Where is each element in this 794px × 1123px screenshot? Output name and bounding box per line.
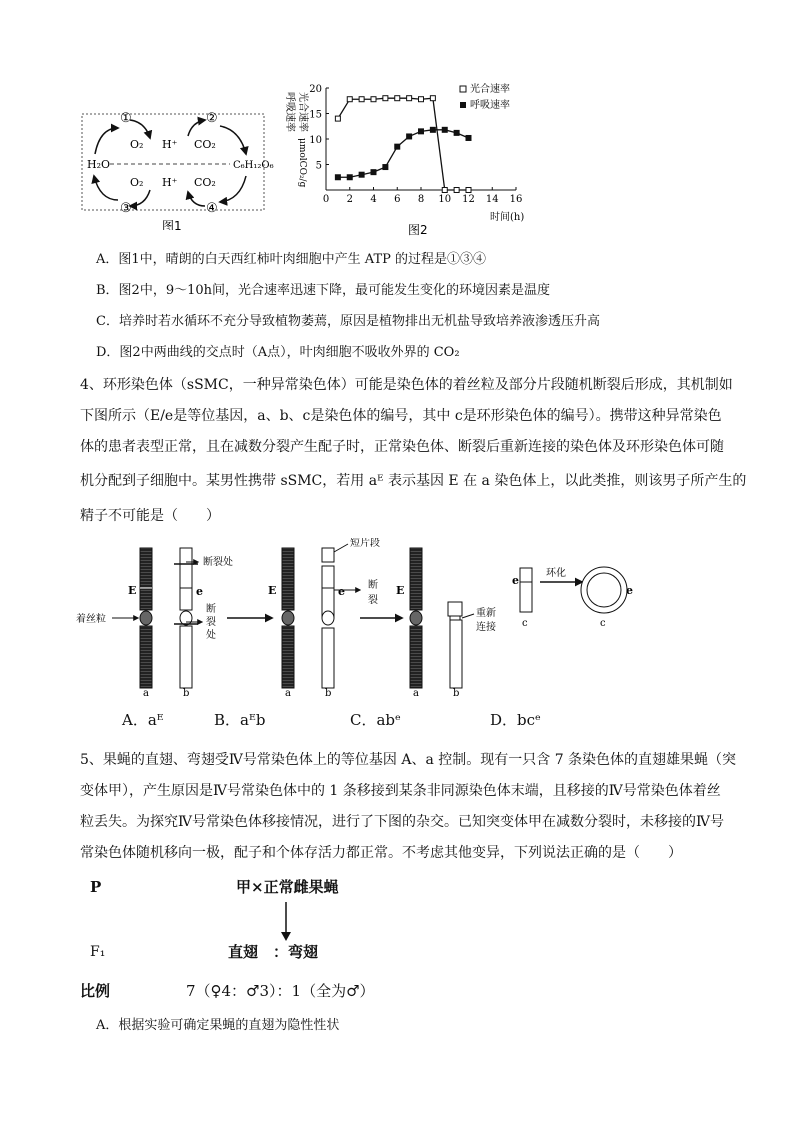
photosynthesis-point [430,96,435,101]
respiration-point [383,165,388,170]
gene-e-1: e [196,585,203,598]
y-label-unit: μmolCO₂/g [297,138,307,188]
q5-line-1: 5、果蝇的直翅、弯翅受Ⅳ号常染色体上的等位基因 A、a 控制。现有一只含 7 条染色体的直翅雄果蝇（突 [80,752,737,768]
break-label-1: 断裂处 [203,557,233,568]
label-b1: b [183,688,190,699]
series-line-respiration [338,130,469,177]
break-label-2b: 裂 [206,617,216,628]
chromosome-diagram [72,538,652,700]
ratio-value: 7（♀4：♂3）：1（全为♂） [186,982,375,1000]
label-b2: b [325,688,332,699]
gene-e-2: e [338,585,345,598]
x-tick-label: 10 [438,194,452,205]
break-label-3a: 断 [368,580,378,591]
x-tick-label: 6 [394,194,401,205]
short-segment-label: 短片段 [350,538,380,549]
chromosome-a1 [140,548,152,610]
q4-line-5: 精子不可能是（ ） [80,508,220,524]
x-tick-label: 4 [370,194,377,205]
photosynthesis-point [419,97,424,102]
x-tick-label: 2 [346,194,353,205]
mark-1: ① [120,111,132,126]
label-c2: c [600,618,606,629]
fig1-glucose: C₆H₁₂O₆ [233,160,274,171]
fig1-top-h: H⁺ [162,138,178,151]
legend-resp-label: 呼吸速率 [470,100,510,111]
y-tick-label: 15 [309,109,322,121]
photosynthesis-point [407,96,412,101]
respiration-point [407,134,412,139]
gene-E-3: E [396,584,405,597]
q5-option-a: A．根据实验可确定果蝇的直翅为隐性性状 [96,1018,340,1033]
mark-3: ③ [120,201,132,216]
x-tick-label: 0 [322,194,330,205]
y-tick-label: 20 [309,84,322,95]
cross-parents: 甲×正常雌果蝇 [236,878,339,896]
q4-option-a: A．aᴱ [122,711,164,729]
respiration-point [466,135,471,140]
label-c1: c [522,618,528,629]
gene-E-1: E [128,584,137,597]
figure-1 [70,90,275,230]
respiration-point [419,129,424,134]
ratio-label: 比例 [80,982,111,1000]
photosynthesis-point [359,97,364,102]
rejoin-label-a: 重新 [476,608,496,619]
respiration-point [359,172,364,177]
cross-f1-label: F₁ [90,944,106,960]
q4-line-2: 下图所示（E/e是等位基因，a、b、c是染色体的编号，其中 c是环形染色体的编号）。携带这种异常染色 [80,408,722,424]
fig1-bot-co2: CO₂ [194,176,216,189]
photosynthesis-point [347,97,352,102]
mark-2: ② [206,111,218,126]
centromere-a1 [140,611,152,625]
gene-E-2: E [268,584,277,597]
y-tick-label: 10 [309,135,322,146]
q3-option-b: B．图2中，9～10h间，光合速率迅速下降，最可能发生变化的环境因素是温度 [96,283,551,298]
x-axis-label: 时间(h) [490,212,525,223]
fig1-bot-h: H⁺ [162,176,178,189]
x-tick-label: 12 [462,194,475,205]
break-label-3b: 裂 [368,595,378,606]
rejoin-label-b: 连接 [476,622,496,633]
fig1-top-co2: CO₂ [194,138,216,151]
respiration-point [347,175,352,180]
break-label-2c: 处 [206,630,216,641]
q3-option-a: A．图1中，晴朗的白天西红柿叶肉细胞中产生 ATP 的过程是①③④ [96,252,487,267]
legend-photo-marker [460,86,466,92]
photosynthesis-point [371,97,376,102]
photosynthesis-point [442,188,447,193]
photosynthesis-point [454,188,459,193]
q5-line-3: 粒丢失。为探究Ⅳ号常染色体移接情况，进行了下图的杂交。已知突变体甲在减数分裂时，未移接的Ⅳ号 [80,814,724,830]
q5-line-4: 常染色体随机移向一极，配子和个体存活力都正常。不考虑其他变异，下列说法正确的是（ ） [80,845,682,861]
label-b3: b [453,688,460,699]
respiration-point [371,170,376,175]
photosynthesis-point [383,96,388,101]
fig1-top-o2: O₂ [130,138,144,151]
centromere-label: 着丝粒 [76,614,106,625]
fig1-h2o: H₂O [87,158,111,171]
fig2-caption: 图2 [408,223,428,237]
photosynthesis-point [395,96,400,101]
q4-line-4: 机分配到子细胞中。某男性携带 sSMC，若用 aᴱ 表示基因 E 在 a 染色体上，以此类推，则该男子所产生的 [80,473,747,489]
cyclize-label: 环化 [546,568,566,579]
q4-option-d: D．bcᵉ [490,711,541,729]
cross-arrow [280,902,292,942]
gene-e-3: e [512,574,519,587]
chromosome-b1 [180,548,192,610]
q4-line-1: 4、环形染色体（sSMC，一种异常染色体）可能是染色体的着丝粒及部分片段随机断裂后形成，其机制如 [80,377,733,393]
figure-2-chart [282,78,542,238]
respiration-point [430,127,435,132]
fig1-caption: 图1 [162,219,182,230]
q4-option-c: C．abᵉ [350,711,401,729]
q3-option-d: D．图2中两曲线的交点时（A点），叶肉细胞不吸收外界的 CO₂ [96,345,460,360]
q5-line-2: 变体甲），产生原因是Ⅳ号常染色体中的 1 条移接到某条非同源染色体末端，且移接的Ⅳ号常染色体着丝 [80,783,721,799]
fig1-bot-o2: O₂ [130,176,144,189]
cross-f1-result: 直翅 ：弯翅 [228,943,319,961]
q3-option-c: C．培养时若水循环不充分导致植物萎蔫，原因是植物排出无机盐导致培养液渗透压升高 [96,314,600,329]
label-a3: a [413,688,419,699]
x-tick-label: 8 [417,194,425,205]
respiration-point [454,130,459,135]
label-a1: a [143,688,149,699]
respiration-point [442,127,447,132]
cross-p-label: P [90,878,102,896]
respiration-point [335,175,340,180]
legend-photo-label: 光合速率 [470,84,510,95]
break-label-2a: 断 [206,604,216,615]
chromosome-c-linear [520,568,532,612]
photosynthesis-point [335,116,340,121]
photosynthesis-point [466,188,471,193]
q4-option-b: B．aᴱb [214,711,266,729]
y-label-line1: 光合速率 [297,92,308,132]
x-tick-label: 16 [509,194,523,205]
q4-line-3: 体的患者表型正常，且在减数分裂产生配子时，正常染色体、断裂后重新连接的染色体及环形染色体可随 [80,439,724,455]
label-a2: a [285,688,291,699]
gene-e-ring: e [626,584,633,597]
y-label-line2: 呼吸速率 [284,92,295,132]
y-tick-label: 5 [315,160,322,172]
respiration-point [395,144,400,149]
mark-4: ④ [206,201,218,216]
legend-resp-marker [460,102,466,108]
x-tick-label: 14 [485,194,499,205]
